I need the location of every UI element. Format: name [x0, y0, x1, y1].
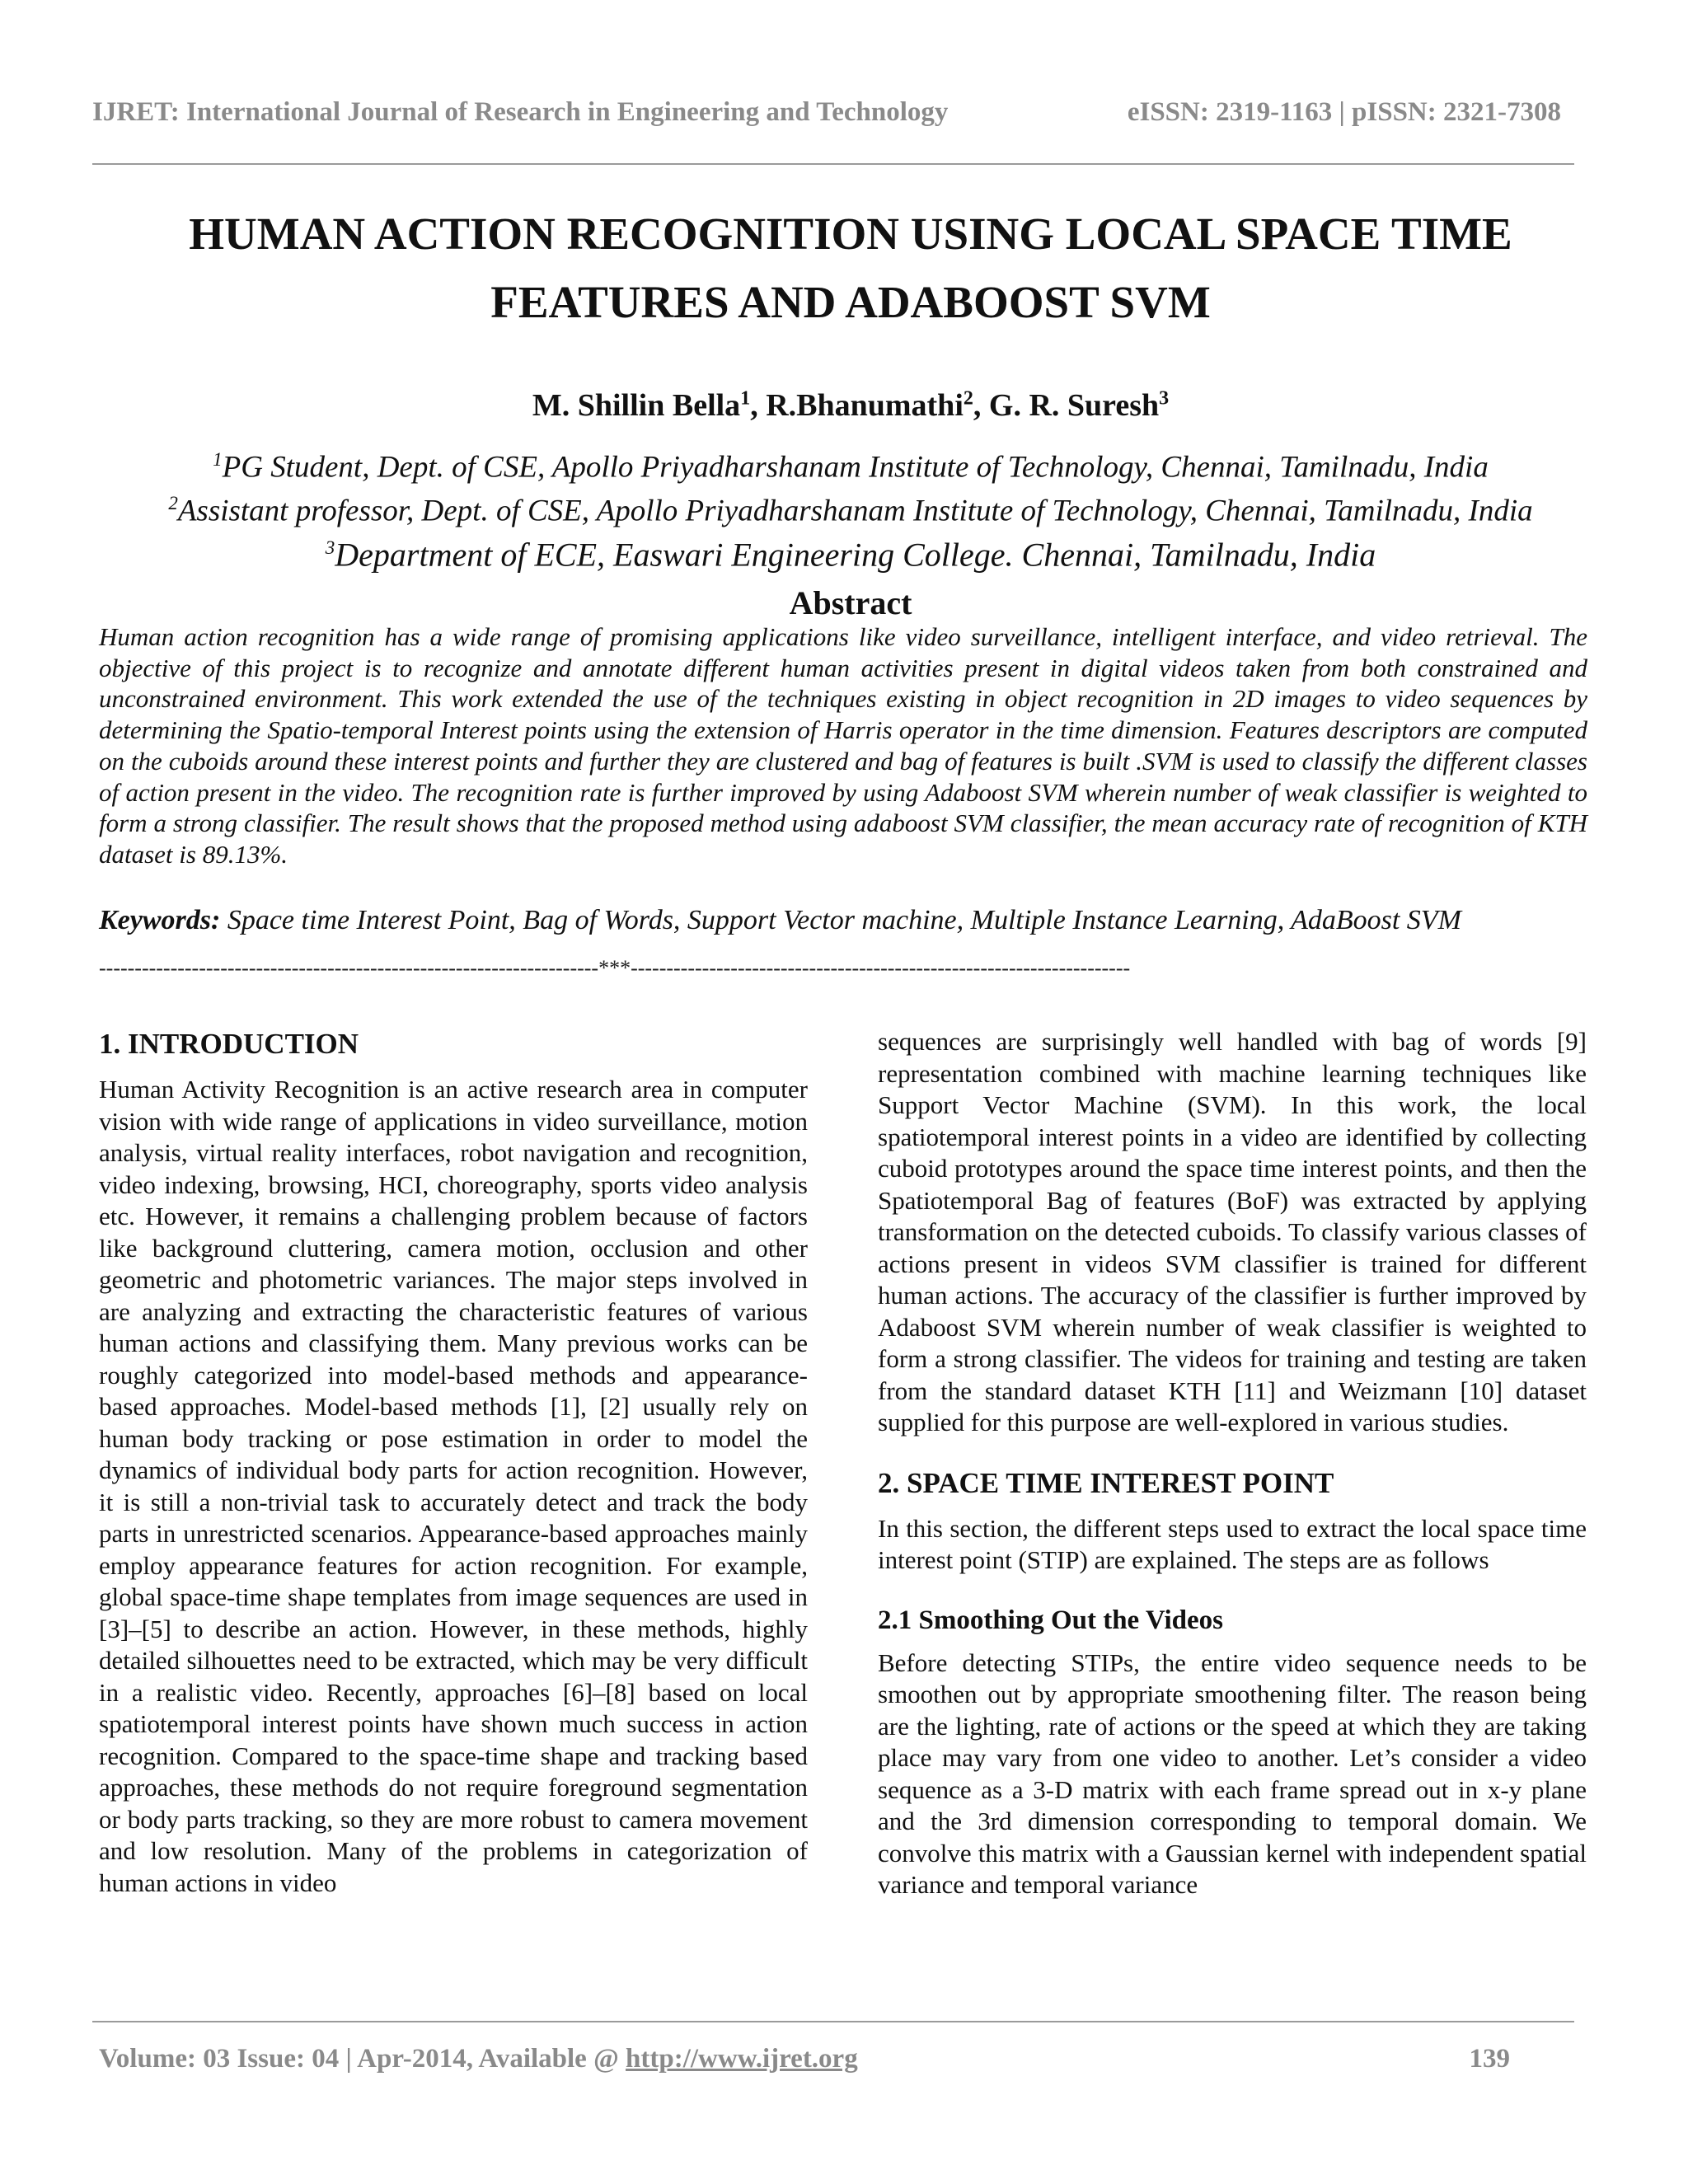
author-1-sup: 1: [740, 387, 751, 410]
affiliation-1: $^1$PG Student, Dept. of CSE, Apollo Priyadharshanam Institute of Technology, Chennai, Tamilnadu, India: [213, 449, 1489, 485]
abstract-body: Human action recognition has a wide range of promising applications like video surveillance, intelligent interface, and video retrieval. The objective of this project is to recognize and annotate different human activities present in digital videos taken from both constrained and unconstrained environment. This work extended the use of the techniques existing in object recognition in 2D images to video sequences by determining the Spatio-temporal Interest points using the extension of Harris operator in the time dimension. Features descriptors are computed on the cuboids around these interest points and further they are clustered and bag of features is built .SVM is used to classify the different classes of action present in the video. The recognition rate is further improved by using Adaboost SVM wherein number of weak classifier is weighted to form a strong classifier. The result shows that the proposed method using adaboost SVM classifier, the mean accuracy rate of recognition of KTH dataset is 89.13%.: [99, 622, 1587, 869]
keywords-label: Keywords:: [99, 905, 221, 935]
footer-rule: [92, 2021, 1574, 2022]
author-2: R.Bhanumathi: [766, 388, 964, 423]
author-2-sup: 2: [963, 387, 973, 410]
running-footer: [99, 2044, 1510, 2074]
volume-info: Volume: 03 Issue: 04 | Apr-2014, Available @: [99, 2044, 626, 2074]
page-number: 139: [1469, 2044, 1510, 2074]
section-2-paragraph: In this section, the different steps used to extract the local space time interest point (STIP) are explained. The steps are as follows: [878, 1513, 1587, 1574]
affiliation-2: $^2$Assistant professor, Dept. of CSE, Apollo Priyadharshanam Institute of Technology, Chennai, Tamilnadu, India: [168, 493, 1533, 528]
header-rule: [92, 163, 1574, 165]
author-list: M. Shillin Bella$^1$, R.Bhanumathi$^2$, G. R. Suresh$^3$: [532, 387, 1170, 423]
section-1-paragraph: Human Activity Recognition is an active research area in computer vision with wide range of applications in video surveillance, motion analysis, virtual reality interfaces, robot navigation and recognition, video indexing, browsing, HCI, choreography, sports video analysis etc. However, it remains a challenging problem because of factors like background cluttering, camera motion, occlusion and other geometric and photometric variances. The major steps involved in are analyzing and extracting the characteristic features of various human actions and classifying them. Many previous works can be roughly categorized into model-based methods and appearance-based approaches. Model-based methods [1], [2] usually rely on human body tracking or pose estimation in order to model the dynamics of individual body parts for action recognition. However, it is still a non-trivial task to accurately detect and track the body parts in unrestricted scenarios. Appearance-based approaches mainly employ appearance features for action recognition. For example, global space-time shape templates from image sequences are used in [3]–[5] to describe an action. However, in these methods, highly detailed silhouettes need to be extracted, which may be very difficult in a realistic video. Recently, approaches [6]–[8] based on local spatiotemporal interest points have shown much success in action recognition. Compared to the space-time shape and tracking based approaches, these methods do not require foreground segmentation or body parts tracking, so they are more robust to camera movement and low resolution. Many of the problems in categorization of human actions in video: [99, 1075, 808, 1897]
issn-info: eISSN: 2319-1163 | pISSN: 2321-7308: [1127, 97, 1561, 127]
affiliation-3: $^3$Department of ECE, Easwari Engineering College. Chennai, Tamilnadu, India: [325, 535, 1376, 573]
title-line-2: FEATURES AND ADABOOST SVM: [490, 277, 1211, 327]
author-3: G. R. Suresh: [988, 388, 1160, 423]
abstract-heading: Abstract: [789, 584, 912, 621]
left-column: [99, 1026, 808, 1899]
paper-title: [92, 199, 1609, 336]
right-column: [878, 1026, 1587, 1901]
journal-name: IJRET: International Journal of Research in Engineering and Technology: [92, 97, 949, 127]
affiliations: [92, 442, 1609, 573]
section-2-1-heading: 2.1 Smoothing Out the Videos: [878, 1605, 1223, 1635]
keywords-text: Space time Interest Point, Bag of Words, Support Vector machine, Multiple Instance Learning, AdaBoost SVM: [227, 905, 1461, 935]
keywords: [99, 905, 1599, 936]
author-1: M. Shillin Bella: [532, 388, 741, 423]
section-1-heading: 1. INTRODUCTION: [99, 1028, 359, 1060]
journal-url-link[interactable]: http://www.ijret.org: [626, 2044, 858, 2074]
section-2-1-paragraph: Before detecting STIPs, the entire video sequence needs to be smoothen out by appropriate smoothening filter. The reason being are the lighting, rate of actions or the speed at which they are taking place may vary from one video to another. Let’s consider a video sequence as a 3-D matrix with each frame spread out in x-y plane and the 3rd dimension corresponding to temporal domain. We convolve this matrix with a Gaussian kernel with independent spatial variance and temporal variance: [878, 1647, 1587, 1899]
title-line-1: HUMAN ACTION RECOGNITION USING LOCAL SPACE TIME: [189, 209, 1512, 259]
author-3-sup: 3: [1159, 387, 1170, 410]
section-2-heading: 2. SPACE TIME INTEREST POINT: [878, 1466, 1334, 1499]
section-1-continuation: sequences are surprisingly well handled with bag of words [9] representation combined with machine learning techniques like Support Vector Machine (SVM). In this work, the local spatiotemporal interest points in a video are identified by collecting cuboid prototypes around the space time interest points, and then the Spatiotemporal Bag of features (BoF) was extracted by applying transformation on the detected cuboids. To classify various classes of actions present in videos SVM classifier is trained for different human actions. The accuracy of the classifier is further improved by Adaboost SVM wherein number of weak classifier is weighted to form a strong classifier. The videos for training and testing are taken from the standard dataset KTH [11] and Weizmann [10] dataset supplied for this purpose are well-explored in various studies.: [878, 1027, 1587, 1436]
section-separator: ----------------------------------------------------------------------***----------------------------------------------------------------------: [99, 956, 1131, 980]
